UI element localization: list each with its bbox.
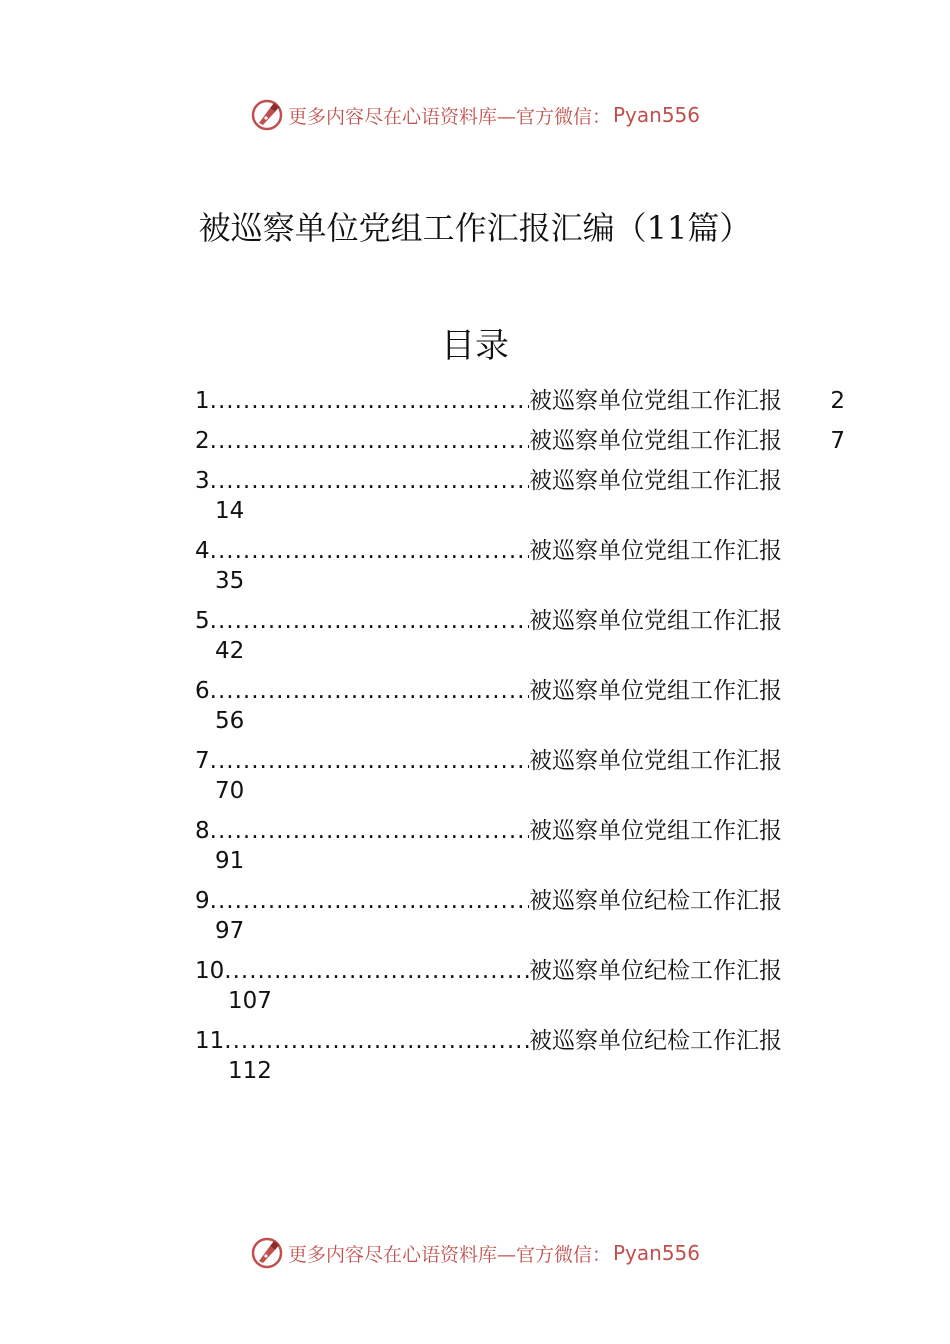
toc-entry-number: 2 <box>195 428 210 454</box>
toc-heading: 目录 <box>441 326 509 366</box>
toc-entry-title: 被巡察单位纪检工作汇报 <box>529 888 782 914</box>
toc-entry-number: 9 <box>195 888 210 914</box>
toc-entry-number: 8 <box>195 818 210 844</box>
toc-entry-number: 4 <box>195 538 210 564</box>
toc-entry-page: 70 <box>215 778 245 804</box>
toc-entry-title: 被巡察单位党组工作汇报 <box>529 388 782 414</box>
toc-entry-page: 97 <box>215 918 245 944</box>
toc-entry-title: 被巡察单位党组工作汇报 <box>529 748 782 774</box>
toc-entry-leader <box>210 816 529 846</box>
toc-entry-title: 被巡察单位纪检工作汇报 <box>529 958 782 984</box>
header-banner <box>0 95 950 135</box>
toc-entry-leader <box>210 676 529 706</box>
toc-entry[interactable] <box>195 606 845 666</box>
toc-entry-page: 7 <box>830 428 845 454</box>
toc-entry[interactable] <box>195 386 845 416</box>
toc-entry-leader <box>210 606 529 636</box>
toc-entry[interactable] <box>195 466 845 526</box>
toc-entry-title: 被巡察单位党组工作汇报 <box>529 678 782 704</box>
toc-entry-leader <box>210 746 529 776</box>
toc-entry-number: 11 <box>195 1028 225 1054</box>
toc-entry-number: 5 <box>195 608 210 634</box>
pen-nib-circle-icon <box>250 1236 284 1270</box>
toc-entry-title: 被巡察单位党组工作汇报 <box>529 818 782 844</box>
toc-entry-title: 被巡察单位党组工作汇报 <box>529 468 782 494</box>
toc-entry-leader <box>210 386 529 416</box>
banner-text: 更多内容尽在心语资料库—官方微信： <box>287 105 611 128</box>
footer-banner <box>0 1233 950 1273</box>
toc-entry-leader <box>210 466 529 496</box>
toc-entry-page: 35 <box>215 568 245 594</box>
toc-entry-page: 56 <box>215 708 245 734</box>
toc-entry-leader <box>210 886 529 916</box>
banner-text: 更多内容尽在心语资料库—官方微信： <box>287 1243 611 1266</box>
toc-entry-leader <box>210 426 529 456</box>
toc-entry[interactable] <box>195 816 845 876</box>
toc-entry-leader <box>210 536 529 566</box>
toc-entry[interactable] <box>195 676 845 736</box>
toc-entry[interactable] <box>195 746 845 806</box>
table-of-contents <box>195 386 845 1096</box>
toc-entry-page: 42 <box>215 638 245 664</box>
toc-entry-page: 2 <box>830 388 845 414</box>
toc-entry-leader <box>224 1026 529 1056</box>
toc-entry[interactable] <box>195 536 845 596</box>
banner-account: Pyan556 <box>613 1241 701 1265</box>
pen-nib-circle-icon <box>250 98 284 132</box>
toc-entry-number: 6 <box>195 678 210 704</box>
toc-entry-page: 91 <box>215 848 245 874</box>
document-title: 被巡察单位党组工作汇报汇编（11篇） <box>198 209 752 247</box>
toc-entry-number: 3 <box>195 468 210 494</box>
toc-entry-page: 107 <box>228 988 272 1014</box>
toc-entry-page: 14 <box>215 498 245 524</box>
toc-entry-title: 被巡察单位党组工作汇报 <box>529 428 782 454</box>
toc-entry[interactable] <box>195 1026 845 1086</box>
toc-entry-title: 被巡察单位党组工作汇报 <box>529 538 782 564</box>
toc-entry-number: 1 <box>195 388 210 414</box>
toc-entry[interactable] <box>195 956 845 1016</box>
toc-entry-number: 7 <box>195 748 210 774</box>
toc-entry[interactable] <box>195 886 845 946</box>
toc-entry-title: 被巡察单位党组工作汇报 <box>529 608 782 634</box>
toc-entry[interactable] <box>195 426 845 456</box>
toc-entry-leader <box>224 956 529 986</box>
toc-entry-title: 被巡察单位纪检工作汇报 <box>529 1028 782 1054</box>
banner-account: Pyan556 <box>613 103 701 127</box>
toc-entry-page: 112 <box>228 1058 272 1084</box>
toc-entry-number: 10 <box>195 958 225 984</box>
